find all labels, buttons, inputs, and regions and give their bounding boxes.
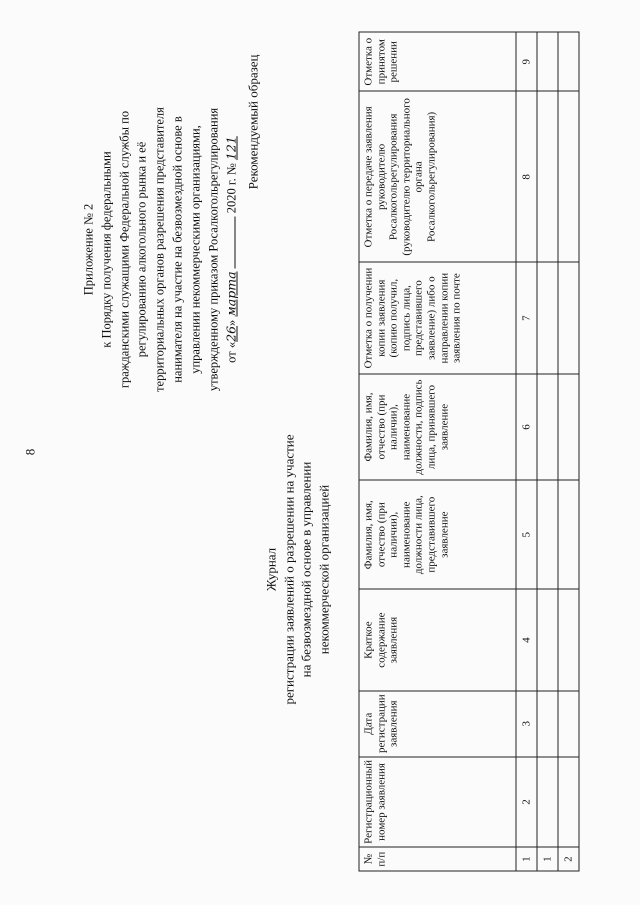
column-number: 5 — [516, 480, 537, 589]
header-cell: № п/п — [359, 847, 516, 871]
header-cell: Краткое содержание заявления — [359, 589, 516, 691]
appendix-line: гражданскими служащими Федеральной службы по — [117, 110, 132, 389]
table-cell — [537, 32, 558, 91]
journal-title-block — [263, 405, 333, 735]
table-header-row — [359, 32, 516, 871]
column-number: 9 — [516, 32, 537, 91]
date-month-handwritten: марта — [223, 271, 239, 317]
column-number-row — [516, 32, 537, 871]
header-cell: Фамилия, имя, отчество (при наличии), наименование должности, подпись лица, принявшего заявление — [359, 374, 516, 480]
date-year: 2020 г. № — [224, 163, 239, 214]
sample-label: Рекомендуемый образец — [245, 54, 261, 190]
appendix-block — [81, 50, 242, 450]
header-cell: Отметка о принятом решении — [359, 32, 516, 91]
table-cell — [537, 480, 558, 589]
table-cell — [537, 757, 558, 848]
journal-subtitle-line: регистрации заявлений о разрешении на участие — [281, 434, 296, 705]
order-number-handwritten: 121 — [223, 136, 239, 161]
table-cell — [558, 91, 579, 262]
appendix-line: к Порядку получения федеральными — [99, 151, 114, 348]
column-number: 4 — [516, 589, 537, 691]
table-cell — [537, 589, 558, 691]
date-day-handwritten: 26 — [223, 325, 239, 342]
journal-title: Журнал — [263, 547, 279, 592]
column-number: 6 — [516, 374, 537, 480]
table-cell — [558, 691, 579, 757]
table-cell — [537, 91, 558, 262]
appendix-line: утвержденному приказом Росалкогольрегулирования — [206, 107, 221, 392]
table-row — [558, 32, 579, 871]
table-cell — [537, 691, 558, 757]
appendix-line: территориальных органов разрешения представителя — [152, 107, 167, 392]
appendix-title: Приложение № 2 — [81, 203, 96, 296]
table-cell — [558, 757, 579, 848]
appendix-line: регулированию алкогольного рынка и её — [134, 141, 149, 358]
table-row — [537, 32, 558, 871]
header-cell: Отметка о получении копии заявления (копию получил, подпись лица, представившего заявление) либо о направлении копии заявления по почте — [359, 262, 516, 374]
page-number: 8 — [22, 448, 38, 456]
table-cell — [558, 589, 579, 691]
table-cell — [558, 32, 579, 91]
table-cell — [537, 262, 558, 374]
rotated-landscape-content — [1, 0, 640, 905]
header-cell: Дата регистрации заявления — [359, 691, 516, 757]
date-blank-line — [235, 216, 236, 268]
journal-subtitle-line: некоммерческой организацией — [316, 484, 331, 655]
table-cell: 2 — [558, 847, 579, 871]
table-cell — [537, 374, 558, 480]
date-mid: » — [224, 319, 239, 326]
column-number: 7 — [516, 262, 537, 374]
table-cell — [558, 262, 579, 374]
column-number: 1 — [516, 847, 537, 871]
table-cell: 1 — [537, 847, 558, 871]
header-cell: Фамилия, имя, отчество (при наличии), наименование должности лица, представившего заявление — [359, 480, 516, 589]
column-number: 2 — [516, 757, 537, 848]
column-number: 3 — [516, 691, 537, 757]
registration-table — [359, 32, 580, 872]
header-cell: Отметка о передаче заявления руководителю Росалкогольрегулирования (руководителю территориального органа Росалкогольрегулирования) — [359, 91, 516, 262]
appendix-line: нанимателя на участие на безвозмездной основе в — [170, 116, 185, 383]
table-cell — [558, 480, 579, 589]
table-cell — [558, 374, 579, 480]
appendix-line: управлении некоммерческими организациями, — [188, 125, 203, 374]
appendix-date-line — [223, 50, 242, 450]
column-number: 8 — [516, 91, 537, 262]
date-prefix: от « — [224, 341, 239, 363]
journal-subtitle-line: на безвозмездной основе в управлении — [298, 461, 314, 678]
header-cell: Регистрационный номер заявления — [359, 757, 516, 848]
